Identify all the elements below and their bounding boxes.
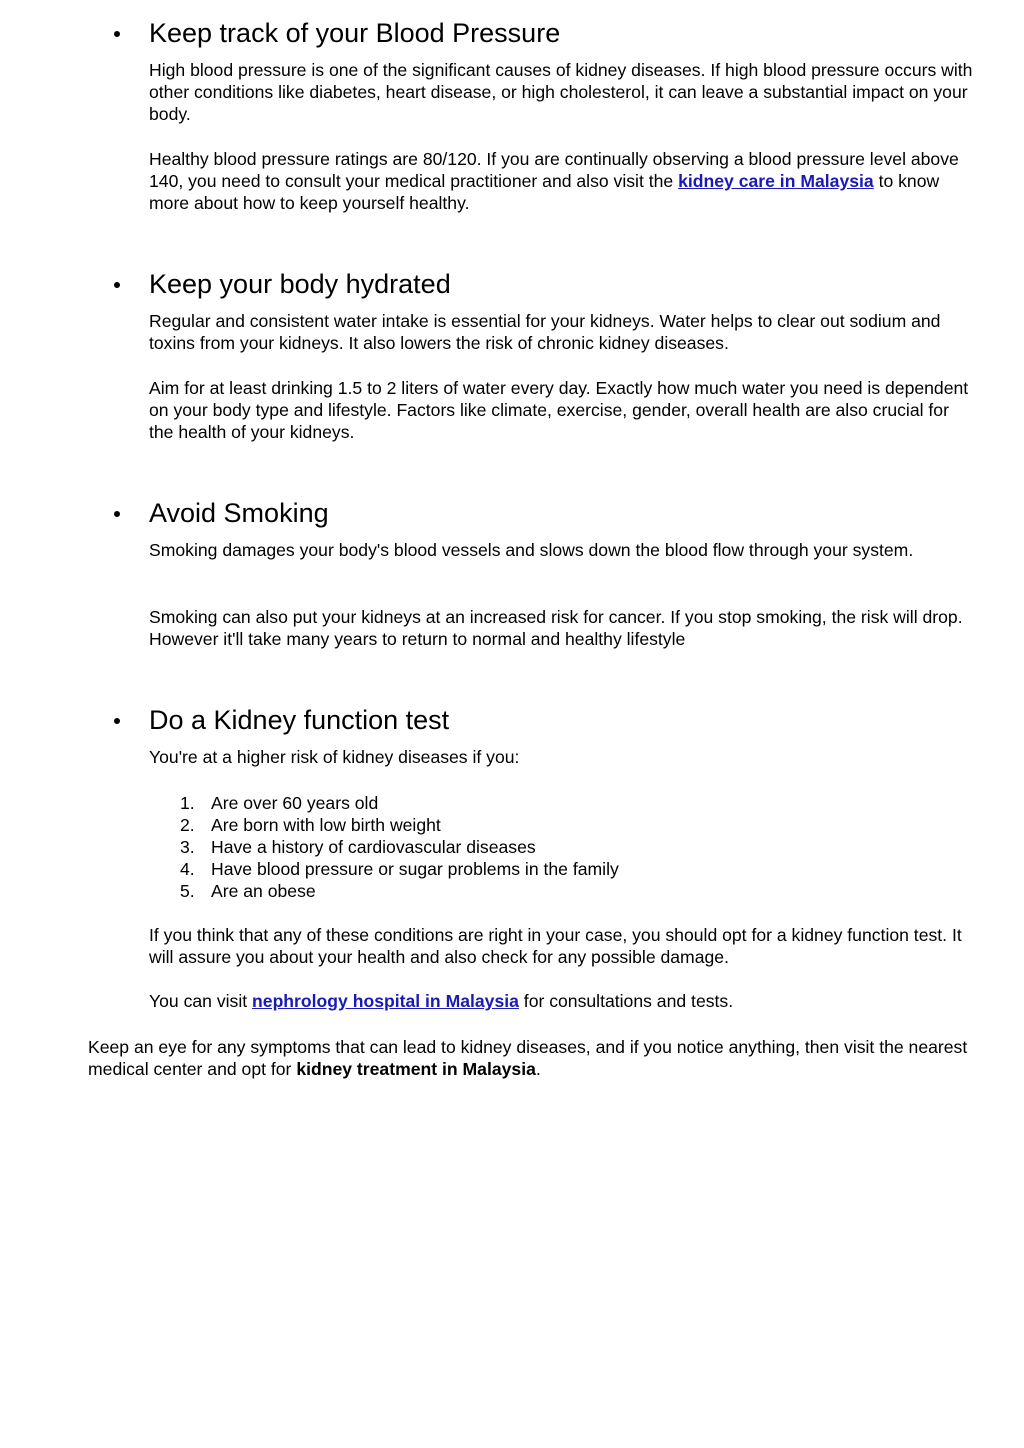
paragraph [149,148,974,214]
list-text: Have blood pressure or sugar problems in the family [211,859,619,879]
risk-list [149,792,619,902]
bullet-icon [114,511,120,517]
list-text: Are born with low birth weight [211,815,441,835]
paragraph-text: . [535,1059,541,1079]
paragraph: High blood pressure is one of the significant causes of kidney diseases. If high blood pressure occurs with other conditions like diabetes, heart disease, or high cholesterol, it can leave a substantial impact on your body. [149,60,973,124]
section-heading: Do a Kidney function test [149,705,450,735]
section-heading: Keep track of your Blood Pressure [149,18,561,48]
paragraph: Regular and consistent water intake is essential for your kidneys. Water helps to clear out sodium and toxins from your kidneys. It also lowers the risk of chronic kidney diseases. [149,311,941,353]
paragraph: You're at a higher risk of kidney diseases if you: [149,747,520,767]
paragraph: Smoking can also put your kidneys at an increased risk for cancer. If you stop smoking, the risk will drop. However it'll take many years to return to normal and healthy lifestyle [149,607,963,649]
list-number: 3. [180,837,195,857]
section-heading: Keep your body hydrated [149,269,451,299]
list-item [149,792,619,814]
closing-paragraph [88,1036,988,1080]
list-item [149,814,619,836]
list-item [149,880,619,902]
paragraph [149,990,974,1012]
list-item [149,858,619,880]
paragraph-text: Keep an eye for any symptoms that can lead to kidney diseases, and if you notice anything, then visit the nearest medical center and opt for [88,1037,968,1079]
section-heading: Avoid Smoking [149,498,329,528]
list-number: 4. [180,859,195,879]
kidney-care-link[interactable]: kidney care in Malaysia [678,171,874,191]
list-item [149,836,619,858]
list-number: 2. [180,815,195,835]
paragraph: If you think that any of these conditions are right in your case, you should opt for a kidney function test. It will assure you about your health and also check for any possible damage. [149,925,962,967]
list-text: Are over 60 years old [211,793,379,813]
paragraph-text: Healthy blood pressure ratings are 80/120. If you are continually observing a blood pressure level above 140, you need to consult your medical practitioner and also visit the [149,149,959,191]
paragraph: Smoking damages your body's blood vessels and slows down the blood flow through your system. [149,540,914,560]
paragraph-text: You can visit [149,991,253,1011]
bold-text: kidney treatment in Malaysia [296,1059,536,1079]
list-number: 1. [180,793,195,813]
bullet-icon [114,31,120,37]
list-text: Have a history of cardiovascular diseases [211,837,536,857]
bullet-icon [114,282,120,288]
bullet-icon [114,718,120,724]
list-text: Are an obese [211,881,316,901]
list-number: 5. [180,881,195,901]
paragraph-text: for consultations and tests. [518,991,734,1011]
paragraph-text: to know more about how to keep yourself healthy. [149,171,940,213]
paragraph: Aim for at least drinking 1.5 to 2 liters of water every day. Exactly how much water you need is dependent on your body type and lifestyle. Factors like climate, exercise, gender, overall health are also crucial for the health of your kidneys. [149,378,969,442]
nephrology-hospital-link[interactable]: nephrology hospital in Malaysia [252,991,519,1011]
